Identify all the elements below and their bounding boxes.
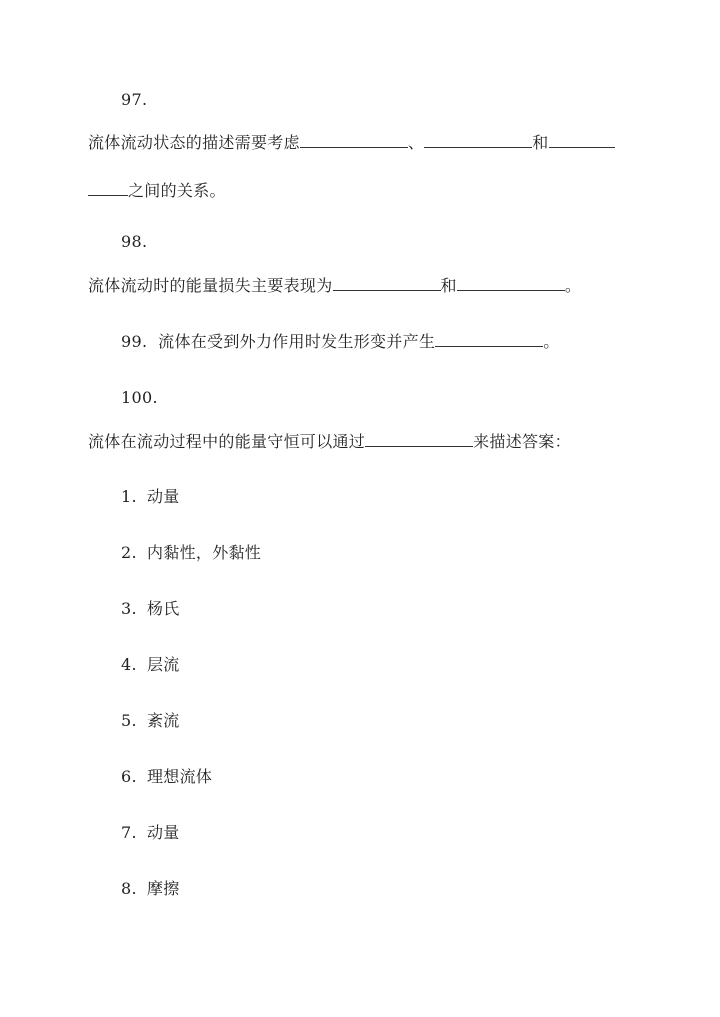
question-97-separator-1: 、 xyxy=(407,133,425,152)
answer-number: 2. xyxy=(121,543,137,562)
question-97-text: 流体流动状态的描述需要考虑 xyxy=(88,133,300,152)
answer-item xyxy=(121,823,180,843)
answer-text: 内黏性，外黏性 xyxy=(147,543,262,562)
answer-item xyxy=(121,543,261,563)
answer-item xyxy=(121,767,212,787)
question-98-text: 流体流动时的能量损失主要表现为 xyxy=(88,276,333,295)
answer-text: 动量 xyxy=(147,487,180,506)
blank-99 xyxy=(435,332,543,347)
blank-98-a xyxy=(333,276,441,291)
answer-text: 紊流 xyxy=(147,711,180,730)
question-99-number: 99. xyxy=(121,332,148,351)
question-98-end: 。 xyxy=(564,276,582,295)
question-97-tail: 之间的关系。 xyxy=(128,181,226,200)
answer-text: 动量 xyxy=(147,823,180,842)
answer-text: 杨氏 xyxy=(147,599,180,618)
question-97-separator-2: 和 xyxy=(532,133,549,152)
question-100-number: 100. xyxy=(121,388,158,407)
blank-97-c xyxy=(549,133,615,148)
answer-text: 层流 xyxy=(147,655,180,674)
question-100-end: 来描述答案： xyxy=(473,432,571,451)
answer-text: 理想流体 xyxy=(147,767,213,786)
answer-item xyxy=(121,599,180,619)
question-97-line-1 xyxy=(88,133,615,153)
question-99-line xyxy=(121,332,560,352)
answer-number: 3. xyxy=(121,599,137,618)
answer-item xyxy=(121,711,180,731)
blank-97-c-continued xyxy=(88,181,128,196)
answer-number: 5. xyxy=(121,711,137,730)
answer-item xyxy=(121,879,180,899)
answer-number: 6. xyxy=(121,767,137,786)
answer-item xyxy=(121,655,180,675)
question-97-line-2 xyxy=(88,181,226,201)
question-100-line xyxy=(88,432,571,452)
question-99-end: 。 xyxy=(543,332,560,351)
blank-97-b xyxy=(424,133,532,148)
blank-100 xyxy=(365,432,473,447)
question-100-text: 流体在流动过程中的能量守恒可以通过 xyxy=(88,432,366,451)
blank-98-b xyxy=(457,276,565,291)
answer-number: 7. xyxy=(121,823,137,842)
blank-97-a xyxy=(300,133,408,148)
question-98-number: 98. xyxy=(121,232,148,251)
answer-number: 1. xyxy=(121,487,137,506)
answer-text: 摩擦 xyxy=(147,879,180,898)
answer-number: 8. xyxy=(121,879,137,898)
answer-number: 4. xyxy=(121,655,137,674)
question-97-number: 97. xyxy=(121,90,148,109)
question-98-line xyxy=(88,276,581,296)
answer-item xyxy=(121,487,180,507)
question-98-separator: 和 xyxy=(440,276,457,295)
question-99-text: 流体在受到外力作用时发生形变并产生 xyxy=(158,332,436,351)
